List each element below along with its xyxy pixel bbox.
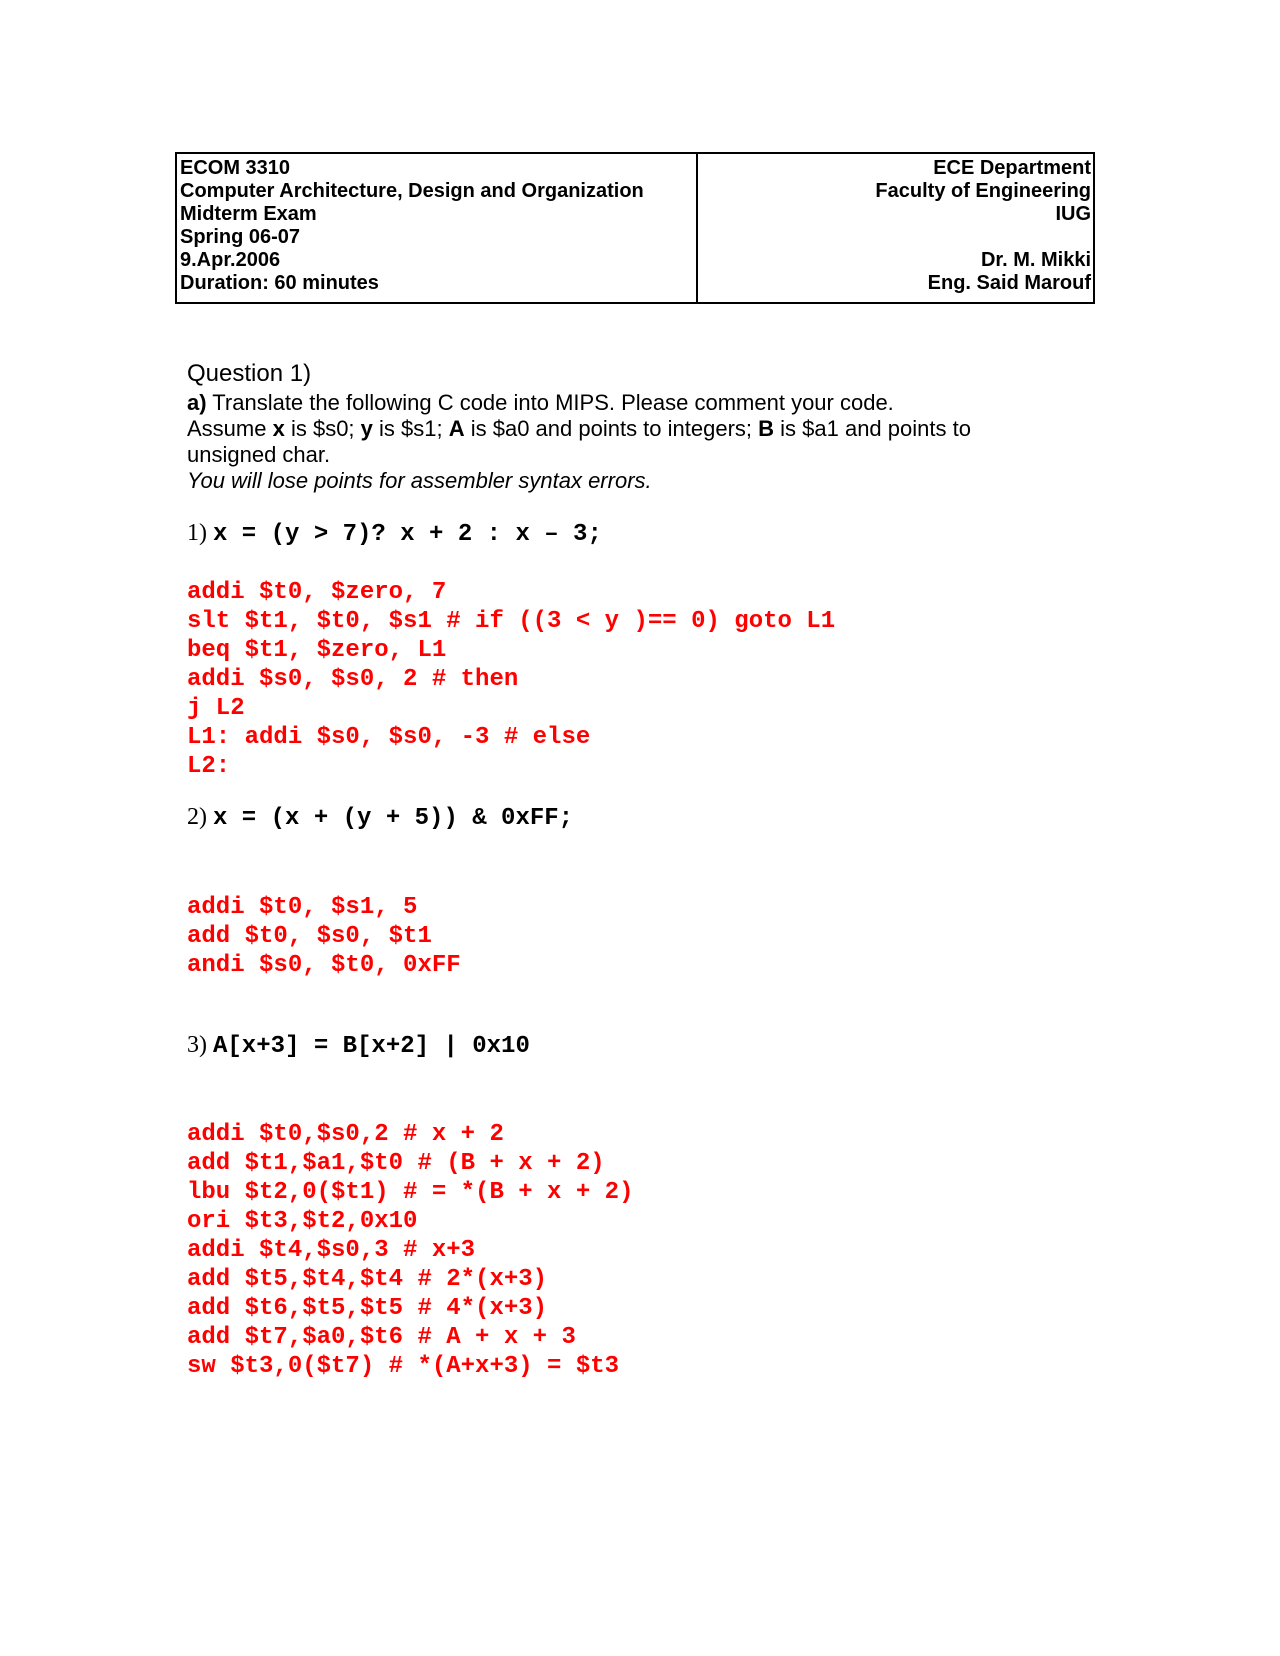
variable-b: B: [758, 416, 775, 441]
item-number: 2): [187, 804, 213, 830]
syntax-note: You will lose points for assembler syntax errors.: [187, 468, 652, 493]
item-3-statement: [187, 1032, 530, 1060]
answer-line: ori $t3,$t2,0x10: [187, 1208, 418, 1235]
answer-line: lbu $t2,0($t1) # = *(B + x + 2): [187, 1179, 634, 1206]
answer-line: j L2: [187, 695, 245, 722]
variable-y: y: [360, 416, 373, 441]
item-1-statement: [187, 520, 602, 548]
answer-line: addi $t0, $s1, 5: [187, 894, 418, 921]
item-1-answer: [187, 578, 835, 781]
c-code: A[x+3] = B[x+2] | 0x10: [213, 1033, 530, 1060]
answer-line: add $t0, $s0, $t1: [187, 923, 432, 950]
question-title: Question 1): [187, 360, 312, 387]
answer-line: L1: addi $s0, $s0, -3 # else: [187, 724, 591, 751]
answer-line: add $t6,$t5,$t5 # 4*(x+3): [187, 1295, 548, 1322]
course-title: Computer Architecture, Design and Organization: [180, 180, 644, 202]
assistant-name: Eng. Said Marouf: [927, 272, 1091, 294]
answer-line: addi $t0,$s0,2 # x + 2: [187, 1121, 504, 1148]
answer-line: add $t5,$t4,$t4 # 2*(x+3): [187, 1266, 548, 1293]
university-name: IUG: [1055, 203, 1091, 225]
instructor-name: Dr. M. Mikki: [980, 249, 1091, 271]
exam-header-table: [175, 152, 1095, 304]
instruction-text: Translate the following C code into MIPS. Please comment your code.: [206, 390, 894, 415]
exam-type: Midterm Exam: [180, 203, 317, 225]
item-number: 3): [187, 1032, 213, 1058]
semester: Spring 06-07: [180, 226, 301, 248]
answer-line: andi $s0, $t0, 0xFF: [187, 952, 461, 979]
answer-line: L2:: [187, 753, 231, 780]
item-2-answer: [187, 893, 461, 980]
answer-line: slt $t1, $t0, $s1 # if ((3 < y )== 0) goto L1: [187, 608, 836, 635]
item-2-statement: [187, 804, 573, 832]
department-name: ECE Department: [933, 157, 1091, 179]
department-info-cell: [698, 154, 1093, 302]
variable-a: A: [448, 416, 465, 441]
variable-x: x: [272, 416, 285, 441]
answer-line: addi $t4,$s0,3 # x+3: [187, 1237, 476, 1264]
answer-line: add $t1,$a1,$t0 # (B + x + 2): [187, 1150, 605, 1177]
answer-line: sw $t3,0($t7) # *(A+x+3) = $t3: [187, 1353, 620, 1380]
question-instructions: [187, 390, 1047, 494]
exam-duration: Duration: 60 minutes: [180, 272, 379, 294]
faculty-name: Faculty of Engineering: [875, 180, 1091, 202]
part-label: a): [187, 390, 207, 415]
answer-line: add $t7,$a0,$t6 # A + x + 3: [187, 1324, 576, 1351]
c-code: x = (y > 7)? x + 2 : x – 3;: [213, 521, 602, 548]
answer-line: beq $t1, $zero, L1: [187, 637, 447, 664]
item-3-answer: [187, 1120, 633, 1381]
exam-date: 9.Apr.2006: [180, 249, 281, 271]
assumptions-line: Assume x is $s0; y is $s1; A is $a0 and points to integers; B is $a1 and points to unsigned char.: [187, 416, 971, 467]
c-code: x = (x + (y + 5)) & 0xFF;: [213, 805, 574, 832]
course-code: ECOM 3310: [180, 157, 291, 179]
course-info-cell: [177, 154, 698, 302]
item-number: 1): [187, 520, 213, 546]
answer-line: addi $s0, $s0, 2 # then: [187, 666, 519, 693]
instruction-line: [187, 390, 1047, 416]
answer-line: addi $t0, $zero, 7: [187, 579, 447, 606]
